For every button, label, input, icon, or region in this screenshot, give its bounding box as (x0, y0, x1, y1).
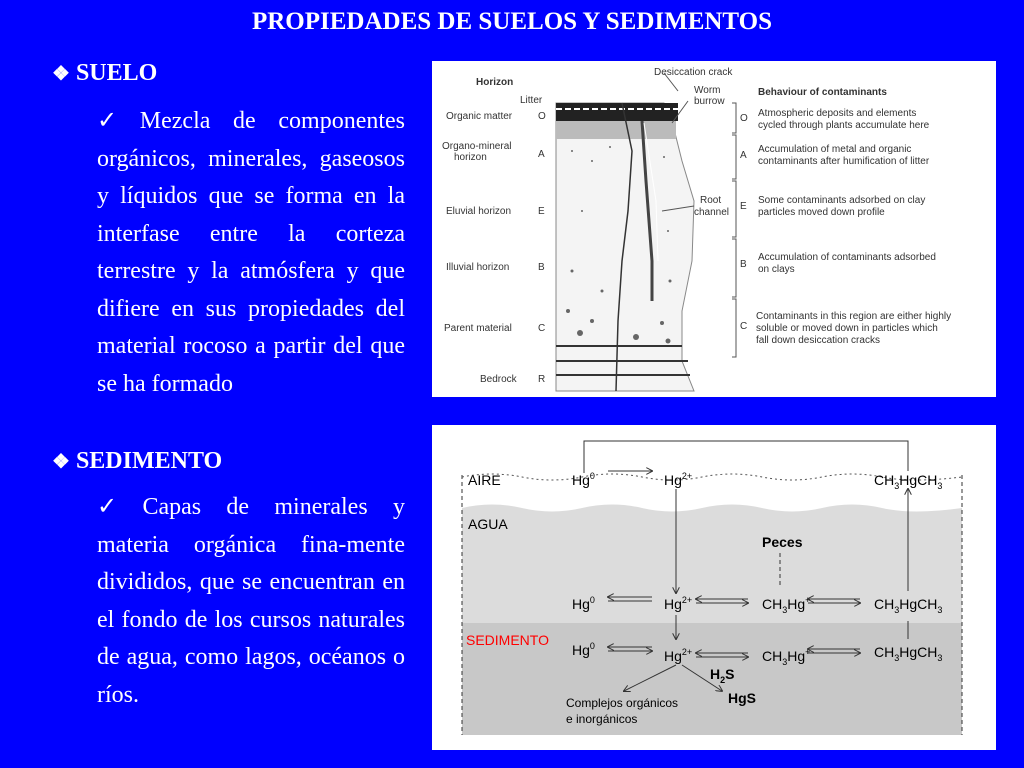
horizon-code-c-left: C (538, 323, 546, 334)
horizon-code-b-right: B (740, 259, 747, 270)
horizon-code-a-right: A (740, 150, 747, 161)
soil-column-graphic (556, 73, 736, 391)
channel-label: channel (694, 207, 730, 218)
note-e-1: Some contaminants adsorbed on clay (758, 195, 926, 206)
sedimento-label: SEDIMENTO (466, 632, 549, 648)
horizon-name-c: Parent material (444, 323, 512, 334)
desiccation-label: Desiccation crack (654, 67, 733, 78)
horizon-name-b: Illuvial horizon (446, 262, 510, 273)
cycle-top-arrow-path (584, 441, 908, 471)
peces-label: Peces (762, 534, 803, 550)
section-heading-label: SEDIMENTO (75, 448, 223, 474)
ch3hg-sediment: $CH_3Hg^+$ (762, 647, 811, 667)
horizon-name-a2: horizon (454, 152, 487, 163)
ch3hgch3-water: $CH_3HgCH_3$ (874, 596, 943, 615)
horizon-name-a: Organo-mineral (442, 141, 512, 152)
complejos-label-2: e inorgánicos (566, 712, 638, 726)
litter-label: Litter (520, 95, 543, 106)
hg0-air: Hg$^0$ (572, 471, 595, 488)
note-a-1: Accumulation of metal and organic (758, 144, 912, 155)
horizon-code-r-left: R (538, 374, 546, 385)
behaviour-header: Behaviour of contaminants (758, 87, 887, 98)
section-heading-suelo (52, 60, 157, 87)
ch3hgch3-air: $CH_3HgCH_3$ (874, 472, 943, 491)
horizon-code-a-left: A (538, 149, 545, 160)
check-icon: ✓ (97, 494, 137, 520)
note-o-1: Atmospheric deposits and elements (758, 108, 917, 119)
soil-profile-diagram (432, 61, 996, 397)
sedimento-paragraph (97, 489, 405, 714)
hgs-label: HgS (728, 690, 756, 706)
horizon-code-b-left: B (538, 262, 545, 273)
section-heading-sedimento (52, 448, 222, 475)
hg0-sediment: Hg$^0$ (572, 641, 595, 658)
note-c-2: soluble or moved down in particles which (756, 323, 938, 334)
note-b-2: on clays (758, 264, 795, 275)
horizon-name-r: Bedrock (480, 374, 517, 385)
note-o-2: cycled through plants accumulate here (758, 120, 930, 131)
note-e-2: particles moved down profile (758, 207, 885, 218)
agua-label: AGUA (468, 516, 508, 532)
aire-label: AIRE (468, 472, 501, 488)
complejos-label-1: Complejos orgánicos (566, 696, 679, 710)
ch3hgch3-sediment: $CH_3HgCH_3$ (874, 644, 943, 663)
slide-title: PROPIEDADES DE SUELOS Y SEDIMENTOS (251, 8, 773, 35)
suelo-paragraph (97, 103, 405, 403)
mercury-cycle-diagram (432, 425, 996, 750)
note-b-1: Accumulation of contaminants adsorbed (758, 252, 936, 263)
horizon-name-e: Eluvial horizon (446, 206, 512, 217)
horizon-code-c-right: C (740, 321, 748, 332)
horizon-code-e-left: E (538, 206, 545, 217)
horizon-name-o: Organic matter (446, 111, 513, 122)
burrow-label: burrow (694, 96, 725, 107)
paragraph-text: Capas de minerales y materia orgánica fina-mente divididos, que se encuentran en el fondo de los cursos naturales de agua, como lagos, océanos o ríos. (97, 494, 405, 708)
diamond-bullet-icon: ❖ (52, 63, 70, 85)
section-heading-label: SUELO (75, 60, 158, 86)
ch3hg-water: $CH_3Hg^+$ (762, 595, 811, 615)
mercury-cycle-figure (432, 425, 996, 750)
note-c-3: fall down desiccation cracks (756, 335, 880, 346)
diamond-bullet-icon: ❖ (52, 451, 70, 473)
hg2-water: $Hg^{2+}$ (664, 595, 693, 612)
hg2-air: $Hg^{2+}$ (664, 471, 693, 488)
h2s-label: $H_2S$ (710, 666, 735, 685)
note-a-2: contaminants after humification of litter (758, 156, 930, 167)
check-icon: ✓ (97, 108, 134, 134)
hg0-water: Hg$^0$ (572, 595, 595, 612)
root-label: Root (700, 195, 722, 206)
horizon-header: Horizon (476, 77, 514, 88)
horizon-code-o-left: O (538, 111, 546, 122)
hg2-sediment: $Hg^{2+}$ (664, 647, 693, 664)
soil-profile-figure (432, 61, 996, 397)
horizon-code-e-right: E (740, 201, 747, 212)
note-c-1: Contaminants in this region are either highly (756, 311, 952, 322)
horizon-code-o-right: O (740, 113, 748, 124)
worm-label: Worm (694, 85, 721, 96)
paragraph-text: Mezcla de componentes orgánicos, minerales, gaseosos y líquidos que se forma en la interfase entre la corteza terrestre y la atmósfera y que difiere en sus propiedades del material rocoso a partir del que se ha formado (97, 108, 406, 397)
